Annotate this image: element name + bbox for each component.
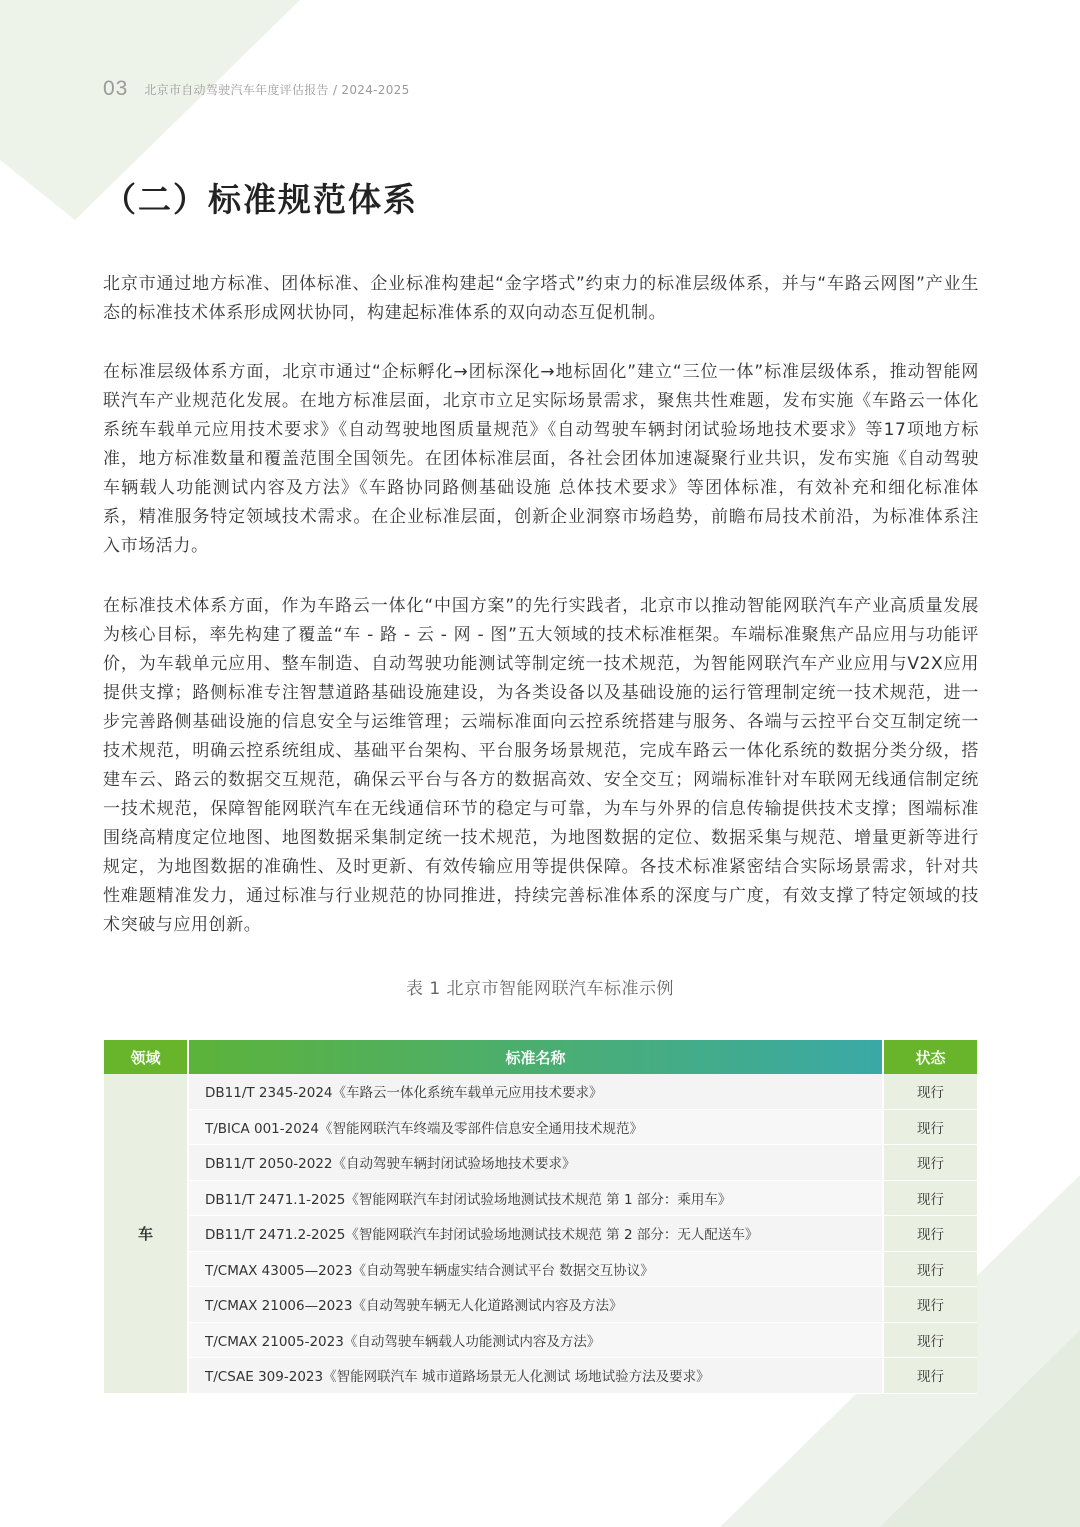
table-caption: 表 1 北京市智能网联汽车标准示例 bbox=[405, 979, 675, 999]
table-row bbox=[104, 1322, 977, 1358]
table-header-row bbox=[104, 1040, 977, 1074]
standard-name-cell: T/BICA 001-2024《智能网联汽车终端及零部件信息安全通用技术规范》 bbox=[188, 1109, 883, 1145]
page-number: 03 bbox=[103, 77, 129, 100]
page-header bbox=[103, 76, 410, 102]
table-row bbox=[104, 1074, 977, 1109]
table-row bbox=[104, 1287, 977, 1323]
status-cell: 现行 bbox=[883, 1074, 977, 1109]
status-cell: 现行 bbox=[883, 1216, 977, 1252]
table-row bbox=[104, 1180, 977, 1216]
status-cell: 现行 bbox=[883, 1251, 977, 1287]
status-cell: 现行 bbox=[883, 1322, 977, 1358]
status-cell: 现行 bbox=[883, 1358, 977, 1394]
standard-name-cell: T/CMAX 43005—2023《自动驾驶车辆虚实结合测试平台 数据交互协议》 bbox=[188, 1251, 883, 1287]
status-cell: 现行 bbox=[883, 1180, 977, 1216]
table-row bbox=[104, 1145, 977, 1181]
status-cell: 现行 bbox=[883, 1145, 977, 1181]
standard-name-cell: DB11/T 2471.2-2025《智能网联汽车封闭试验场地测试技术规范 第 2 部分：无人配送车》 bbox=[188, 1216, 883, 1252]
column-header-status: 状态 bbox=[883, 1040, 977, 1074]
table-row bbox=[104, 1109, 977, 1145]
running-title: 北京市自动驾驶汽车年度评估报告 / 2024-2025 bbox=[144, 82, 410, 97]
standard-name-cell: DB11/T 2345-2024《车路云一体化系统车载单元应用技术要求》 bbox=[188, 1074, 883, 1109]
table-row bbox=[104, 1358, 977, 1394]
table-row bbox=[104, 1216, 977, 1252]
standards-table bbox=[104, 1040, 977, 1394]
standard-name-cell: T/CMAX 21006—2023《自动驾驶车辆无人化道路测试内容及方法》 bbox=[188, 1287, 883, 1323]
domain-cell-vehicle: 车 bbox=[104, 1074, 188, 1393]
paragraph-technical-system: 在标准技术体系方面，作为车路云一体化“中国方案”的先行实践者，北京市以推动智能网联汽车产业高质量发展为核心目标，率先构建了覆盖“车 - 路 - 云 - 网 - 图”五大领域的技术标准框架。车端标准聚焦产品应用与功能评价，为车载单元应用、整车制造、自动驾驶功能测试等制定统一技术规范，为智能网联汽车产业应用与V2X应用提供支撑；路侧标准专注智慧道路基础设施建设，为各类设备以及基础设施的运行管理制定统一技术规范，进一步完善路侧基础设施的信息安全与运维管理；云端标准面向云控系统搭建与服务、各端与云控平台交互制定统一技术规范，明确云控系统组成、基础平台架构、平台服务场景规范，完成车路云一体化系统的数据分类分级，搭建车云、路云的数据交互规范，确保云平台与各方的数据高效、安全交互；网端标准针对车联网无线通信制定统一技术规范，保障智能网联汽车在无线通信环节的稳定与可靠，为车与外界的信息传输提供技术支撑；图端标准围绕高精度定位地图、地图数据采集制定统一技术规范，为地图数据的定位、数据采集与规范、增量更新等进行规定，为地图数据的准确性、及时更新、有效传输应用等提供保障。各技术标准紧密结合实际场景需求，针对共性难题精准发力，通过标准与行业规范的协同推进，持续完善标准体系的深度与广度，有效支撑了特定领域的技术突破与应用创新。 bbox=[103, 596, 979, 935]
standard-name-cell: DB11/T 2471.1-2025《智能网联汽车封闭试验场地测试技术规范 第 1 部分：乘用车》 bbox=[188, 1180, 883, 1216]
standard-name-cell: DB11/T 2050-2022《自动驾驶车辆封闭试验场地技术要求》 bbox=[188, 1145, 883, 1181]
paragraph-intro: 北京市通过地方标准、团体标准、企业标准构建起“金字塔式”约束力的标准层级体系，并与“车路云网图”产业生态的标准技术体系形成网状协同，构建起标准体系的双向动态互促机制。 bbox=[103, 274, 979, 323]
column-header-name: 标准名称 bbox=[188, 1040, 883, 1074]
standard-name-cell: T/CSAE 309-2023《智能网联汽车 城市道路场景无人化测试 场地试验方法及要求》 bbox=[188, 1358, 883, 1394]
paragraph-hierarchy: 在标准层级体系方面，北京市通过“企标孵化→团标深化→地标固化”建立“三位一体”标准层级体系，推动智能网联汽车产业规范化发展。在地方标准层面，北京市立足实际场景需求，聚焦共性难题，发布实施《车路云一体化系统车载单元应用技术要求》《自动驾驶地图质量规范》《自动驾驶车辆封闭试验场地技术要求》等17项地方标准，地方标准数量和覆盖范围全国领先。在团体标准层面，各社会团体加速凝聚行业共识，发布实施《自动驾驶车辆载人功能测试内容及方法》《车路协同路侧基础设施 总体技术要求》等团体标准，有效补充和细化标准体系，精准服务特定领域技术需求。在企业标准层面，创新企业洞察市场趋势，前瞻布局技术前沿，为标准体系注入市场活力。 bbox=[103, 362, 979, 556]
status-cell: 现行 bbox=[883, 1109, 977, 1145]
status-cell: 现行 bbox=[883, 1287, 977, 1323]
section-title: （二）标准规范体系 bbox=[103, 180, 418, 219]
standard-name-cell: T/CMAX 21005-2023《自动驾驶车辆载人功能测试内容及方法》 bbox=[188, 1322, 883, 1358]
column-header-domain: 领域 bbox=[104, 1040, 188, 1074]
table-row bbox=[104, 1251, 977, 1287]
